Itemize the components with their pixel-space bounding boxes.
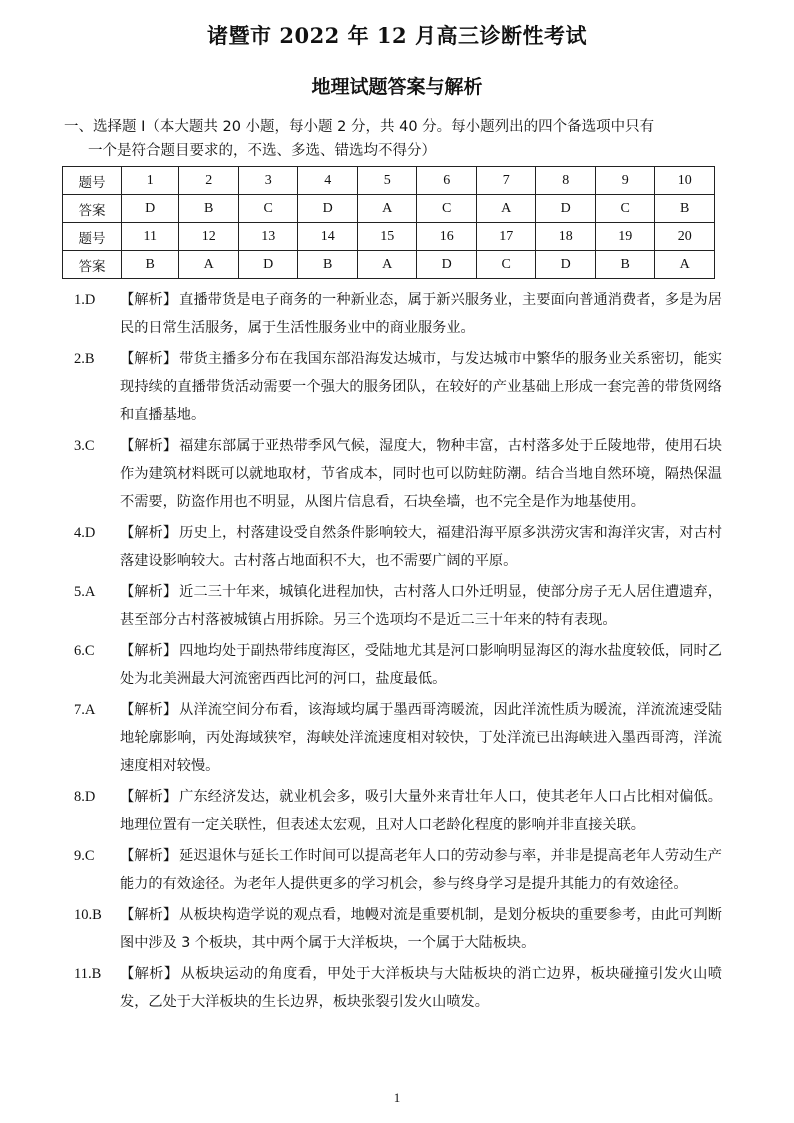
table-cell: C	[417, 195, 477, 223]
analysis-item	[74, 637, 722, 693]
analysis-item	[74, 696, 722, 780]
answer-table	[62, 166, 715, 279]
table-row-label: 题号	[63, 167, 122, 195]
question-answer-number: 8.D	[74, 789, 96, 805]
analysis-tag: 【解析】	[120, 351, 178, 367]
table-cell: 4	[298, 167, 358, 195]
analysis-tag: 【解析】	[120, 702, 178, 718]
table-cell: B	[298, 251, 358, 279]
question-answer-number: 5.A	[74, 584, 96, 600]
section-heading-line1: 一、选择题 I（本大题共 20 小题，每小题 2 分，共 40 分。每小题列出的四个备选项中只有	[64, 119, 655, 135]
question-answer-number: 10.B	[74, 907, 102, 923]
table-cell: 5	[357, 167, 417, 195]
question-answer-number: 9.C	[74, 848, 95, 864]
table-cell: B	[122, 251, 179, 279]
page-subtitle: 地理试题答案与解析	[311, 76, 483, 98]
analysis-item	[74, 901, 722, 957]
analysis-tag: 【解析】	[120, 525, 178, 541]
table-cell: 11	[122, 223, 179, 251]
table-cell: D	[238, 251, 298, 279]
question-answer-number: 3.C	[74, 438, 95, 454]
question-answer-number: 4.D	[74, 525, 96, 541]
table-cell: D	[122, 195, 179, 223]
table-cell: 12	[179, 223, 239, 251]
analysis-text: 从板块构造学说的观点看，地幔对流是重要机制，是划分板块的重要参考，由此可判断图中涉及 3 个板块，其中两个属于大洋板块，一个属于大陆板块。	[120, 907, 722, 951]
table-cell: 9	[595, 167, 655, 195]
analysis-text: 广东经济发达，就业机会多，吸引大量外来青壮年人口，使其老年人口占比相对偏低。地理位置有一定关联性，但表述太宏观，且对人口老龄化程度的影响并非直接关联。	[120, 789, 722, 833]
analysis-text: 历史上，村落建设受自然条件影响较大，福建沿海平原多洪涝灾害和海洋灾害，对古村落建设影响较大。古村落占地面积不大，也不需要广阔的平原。	[120, 525, 722, 569]
table-cell: 13	[238, 223, 298, 251]
analysis-item	[74, 345, 722, 429]
analysis-tag: 【解析】	[120, 966, 179, 982]
table-cell: A	[357, 195, 417, 223]
analysis-tag: 【解析】	[120, 643, 178, 659]
table-cell: 6	[417, 167, 477, 195]
table-cell: C	[238, 195, 298, 223]
analysis-list	[74, 286, 722, 1019]
table-cell: 17	[476, 223, 536, 251]
table-cell: D	[536, 251, 596, 279]
page-title: 诸暨市 2022 年 12 月高三诊断性考试	[207, 23, 587, 48]
table-cell: A	[655, 251, 715, 279]
section-heading	[64, 115, 744, 163]
question-answer-number: 7.A	[74, 702, 96, 718]
table-cell: 8	[536, 167, 596, 195]
table-cell: 16	[417, 223, 477, 251]
table-cell: D	[417, 251, 477, 279]
analysis-tag: 【解析】	[120, 907, 178, 923]
table-cell: D	[298, 195, 358, 223]
analysis-text: 直播带货是电子商务的一种新业态，属于新兴服务业，主要面向普通消费者，多是为居民的日常生活服务，属于生活性服务业中的商业服务业。	[120, 292, 722, 336]
question-answer-number: 6.C	[74, 643, 95, 659]
analysis-tag: 【解析】	[120, 584, 178, 600]
table-cell: D	[536, 195, 596, 223]
section-heading-line2: 一个是符合题目要求的，不选、多选、错选均不得分）	[88, 143, 436, 159]
analysis-item	[74, 842, 722, 898]
table-row-label: 答案	[63, 195, 122, 223]
analysis-item	[74, 519, 722, 575]
table-row	[63, 223, 715, 251]
table-cell: B	[655, 195, 715, 223]
page-number: 1	[393, 1090, 401, 1105]
table-cell: 15	[357, 223, 417, 251]
analysis-text: 福建东部属于亚热带季风气候，湿度大，物种丰富，古村落多处于丘陵地带，使用石块作为建筑材料既可以就地取材，节省成本，同时也可以防蛀防潮。结合当地自然环境，隔热保温不需要，防盗作用也不明显，从图片信息看，石块垒墙，也不完全是作为地基使用。	[120, 438, 722, 510]
table-cell: 1	[122, 167, 179, 195]
analysis-item	[74, 783, 722, 839]
question-answer-number: 11.B	[74, 966, 102, 982]
table-cell: 7	[476, 167, 536, 195]
table-cell: B	[179, 195, 239, 223]
analysis-item	[74, 432, 722, 516]
analysis-tag: 【解析】	[120, 789, 178, 805]
table-cell: 19	[595, 223, 655, 251]
table-row-label: 题号	[63, 223, 122, 251]
table-cell: 10	[655, 167, 715, 195]
table-cell: 2	[179, 167, 239, 195]
table-cell: 3	[238, 167, 298, 195]
analysis-text: 带货主播多分布在我国东部沿海发达城市，与发达城市中繁华的服务业关系密切，能实现持续的直播带货活动需要一个强大的服务团队，在较好的产业基础上形成一套完善的带货网络和直播基地。	[120, 351, 722, 423]
table-row	[63, 251, 715, 279]
analysis-text: 四地均处于副热带纬度海区，受陆地尤其是河口影响明显海区的海水盐度较低，同时乙处为北美洲最大河流密西西比河的河口，盐度最低。	[120, 643, 722, 687]
analysis-text: 延迟退休与延长工作时间可以提高老年人口的劳动参与率，并非是提高老年人劳动生产能力的有效途径。为老年人提供更多的学习机会，参与终身学习是提升其能力的有效途径。	[120, 848, 722, 892]
table-cell: A	[476, 195, 536, 223]
table-row	[63, 167, 715, 195]
analysis-item	[74, 578, 722, 634]
question-answer-number: 1.D	[74, 292, 96, 308]
analysis-tag: 【解析】	[120, 438, 178, 454]
analysis-text: 从板块运动的角度看，甲处于大洋板块与大陆板块的消亡边界，板块碰撞引发火山喷发，乙处于大洋板块的生长边界，板块张裂引发火山喷发。	[120, 966, 722, 1010]
table-cell: 14	[298, 223, 358, 251]
table-cell: C	[476, 251, 536, 279]
analysis-tag: 【解析】	[120, 848, 178, 864]
question-answer-number: 2.B	[74, 351, 95, 367]
table-cell: 18	[536, 223, 596, 251]
analysis-item	[74, 960, 722, 1016]
table-row-label: 答案	[63, 251, 122, 279]
table-cell: B	[595, 251, 655, 279]
analysis-text: 从洋流空间分布看，该海域均属于墨西哥湾暖流，因此洋流性质为暖流，洋流流速受陆地轮廓影响，丙处海域狭窄，海峡处洋流速度相对较快，丁处洋流已出海峡进入墨西哥湾，洋流速度相对较慢。	[120, 702, 722, 774]
table-cell: A	[357, 251, 417, 279]
table-cell: 20	[655, 223, 715, 251]
analysis-text: 近二三十年来，城镇化进程加快，古村落人口外迁明显，使部分房子无人居住遭遗弃，甚至部分古村落被城镇占用拆除。另三个选项均不是近二三十年来的特有表现。	[120, 584, 722, 628]
analysis-item	[74, 286, 722, 342]
table-row	[63, 195, 715, 223]
table-cell: C	[595, 195, 655, 223]
analysis-tag: 【解析】	[120, 292, 178, 308]
table-cell: A	[179, 251, 239, 279]
